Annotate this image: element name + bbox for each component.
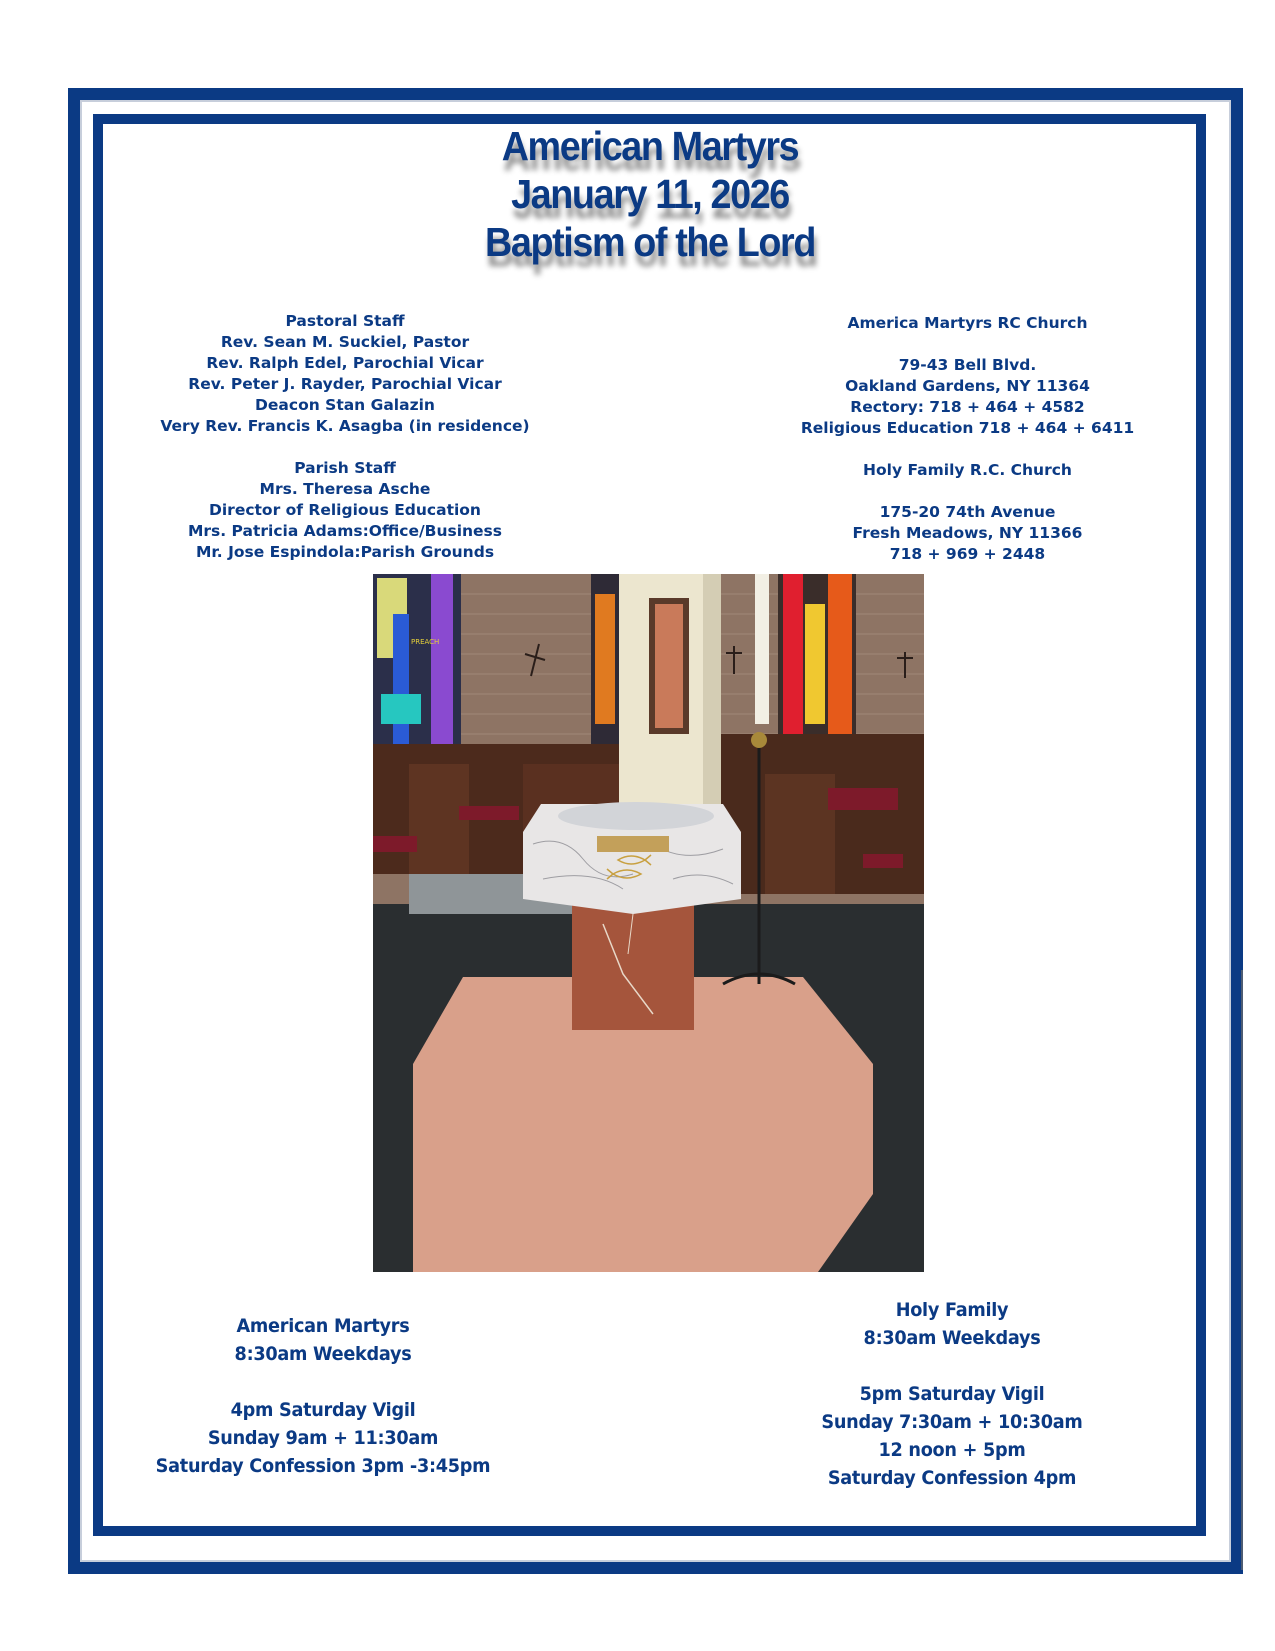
church-contact-column — [760, 313, 1175, 565]
pastoral-staff-heading: Pastoral Staff — [285, 312, 405, 330]
spacer — [760, 439, 1175, 460]
staff-member: Director of Religious Education — [209, 501, 481, 519]
schedule-vigil: 4pm Saturday Vigil — [230, 1399, 416, 1421]
schedule-sunday: Sunday 9am + 11:30am — [207, 1427, 439, 1449]
staff-member: Rev. Sean M. Suckiel, Pastor — [220, 333, 470, 351]
staff-member: Mr. Jose Espindola:Parish Grounds — [195, 543, 495, 561]
baptismal-font-photo — [373, 574, 924, 1272]
am-address-line: 79-43 Bell Blvd. — [898, 356, 1037, 374]
title-parish-name: American Martyrs — [501, 123, 799, 169]
am-church-name: America Martyrs RC Church — [847, 314, 1088, 332]
staff-member: Rev. Peter J. Rayder, Parochial Vicar — [188, 375, 502, 393]
title-feast: Baptism of the Lord — [484, 219, 816, 265]
american-martyrs-mass-schedule — [137, 1312, 509, 1480]
schedule-vigil: 5pm Saturday Vigil — [859, 1383, 1045, 1405]
title-date: January 11, 2026 — [511, 171, 789, 217]
am-address-line: Oakland Gardens, NY 11364 — [845, 377, 1090, 395]
staff-member: Mrs. Theresa Asche — [259, 480, 431, 498]
schedule-confession: Saturday Confession 3pm -3:45pm — [155, 1455, 491, 1477]
schedule-weekdays: 8:30am Weekdays — [863, 1327, 1041, 1349]
parish-staff-heading: Parish Staff — [294, 459, 396, 477]
schedule-confession: Saturday Confession 4pm — [827, 1467, 1077, 1489]
spacer — [760, 481, 1175, 502]
hf-address-line: Fresh Meadows, NY 11366 — [852, 524, 1083, 542]
schedule-church-name: American Martyrs — [236, 1315, 410, 1337]
bulletin-title — [374, 122, 926, 266]
spacer — [137, 1368, 509, 1396]
staff-member: Rev. Ralph Edel, Parochial Vicar — [206, 354, 484, 372]
spacer — [760, 334, 1175, 355]
staff-column — [120, 311, 570, 563]
scan-margin-line — [1241, 970, 1243, 1570]
holy-family-mass-schedule — [766, 1296, 1138, 1492]
staff-member: Very Rev. Francis K. Asagba (in residence) — [160, 417, 530, 435]
schedule-sunday: Sunday 7:30am + 10:30am — [821, 1411, 1083, 1433]
svg-text:PREACH: PREACH — [411, 638, 440, 646]
church-interior-illustration — [373, 574, 924, 1272]
hf-church-name: Holy Family R.C. Church — [863, 461, 1072, 479]
schedule-weekdays: 8:30am Weekdays — [234, 1343, 412, 1365]
schedule-sunday-more: 12 noon + 5pm — [878, 1439, 1026, 1461]
hf-address-line: 175-20 74th Avenue — [879, 503, 1056, 521]
am-rectory-phone: Rectory: 718 + 464 + 4582 — [850, 398, 1085, 416]
staff-member: Mrs. Patricia Adams:Office/Business — [187, 522, 503, 540]
hf-phone: 718 + 969 + 2448 — [889, 545, 1046, 563]
schedule-church-name: Holy Family — [895, 1299, 1009, 1321]
spacer — [766, 1352, 1138, 1380]
spacer — [120, 437, 570, 458]
am-religious-ed-phone: Religious Education 718 + 464 + 6411 — [800, 419, 1135, 437]
staff-member: Deacon Stan Galazin — [255, 396, 435, 414]
